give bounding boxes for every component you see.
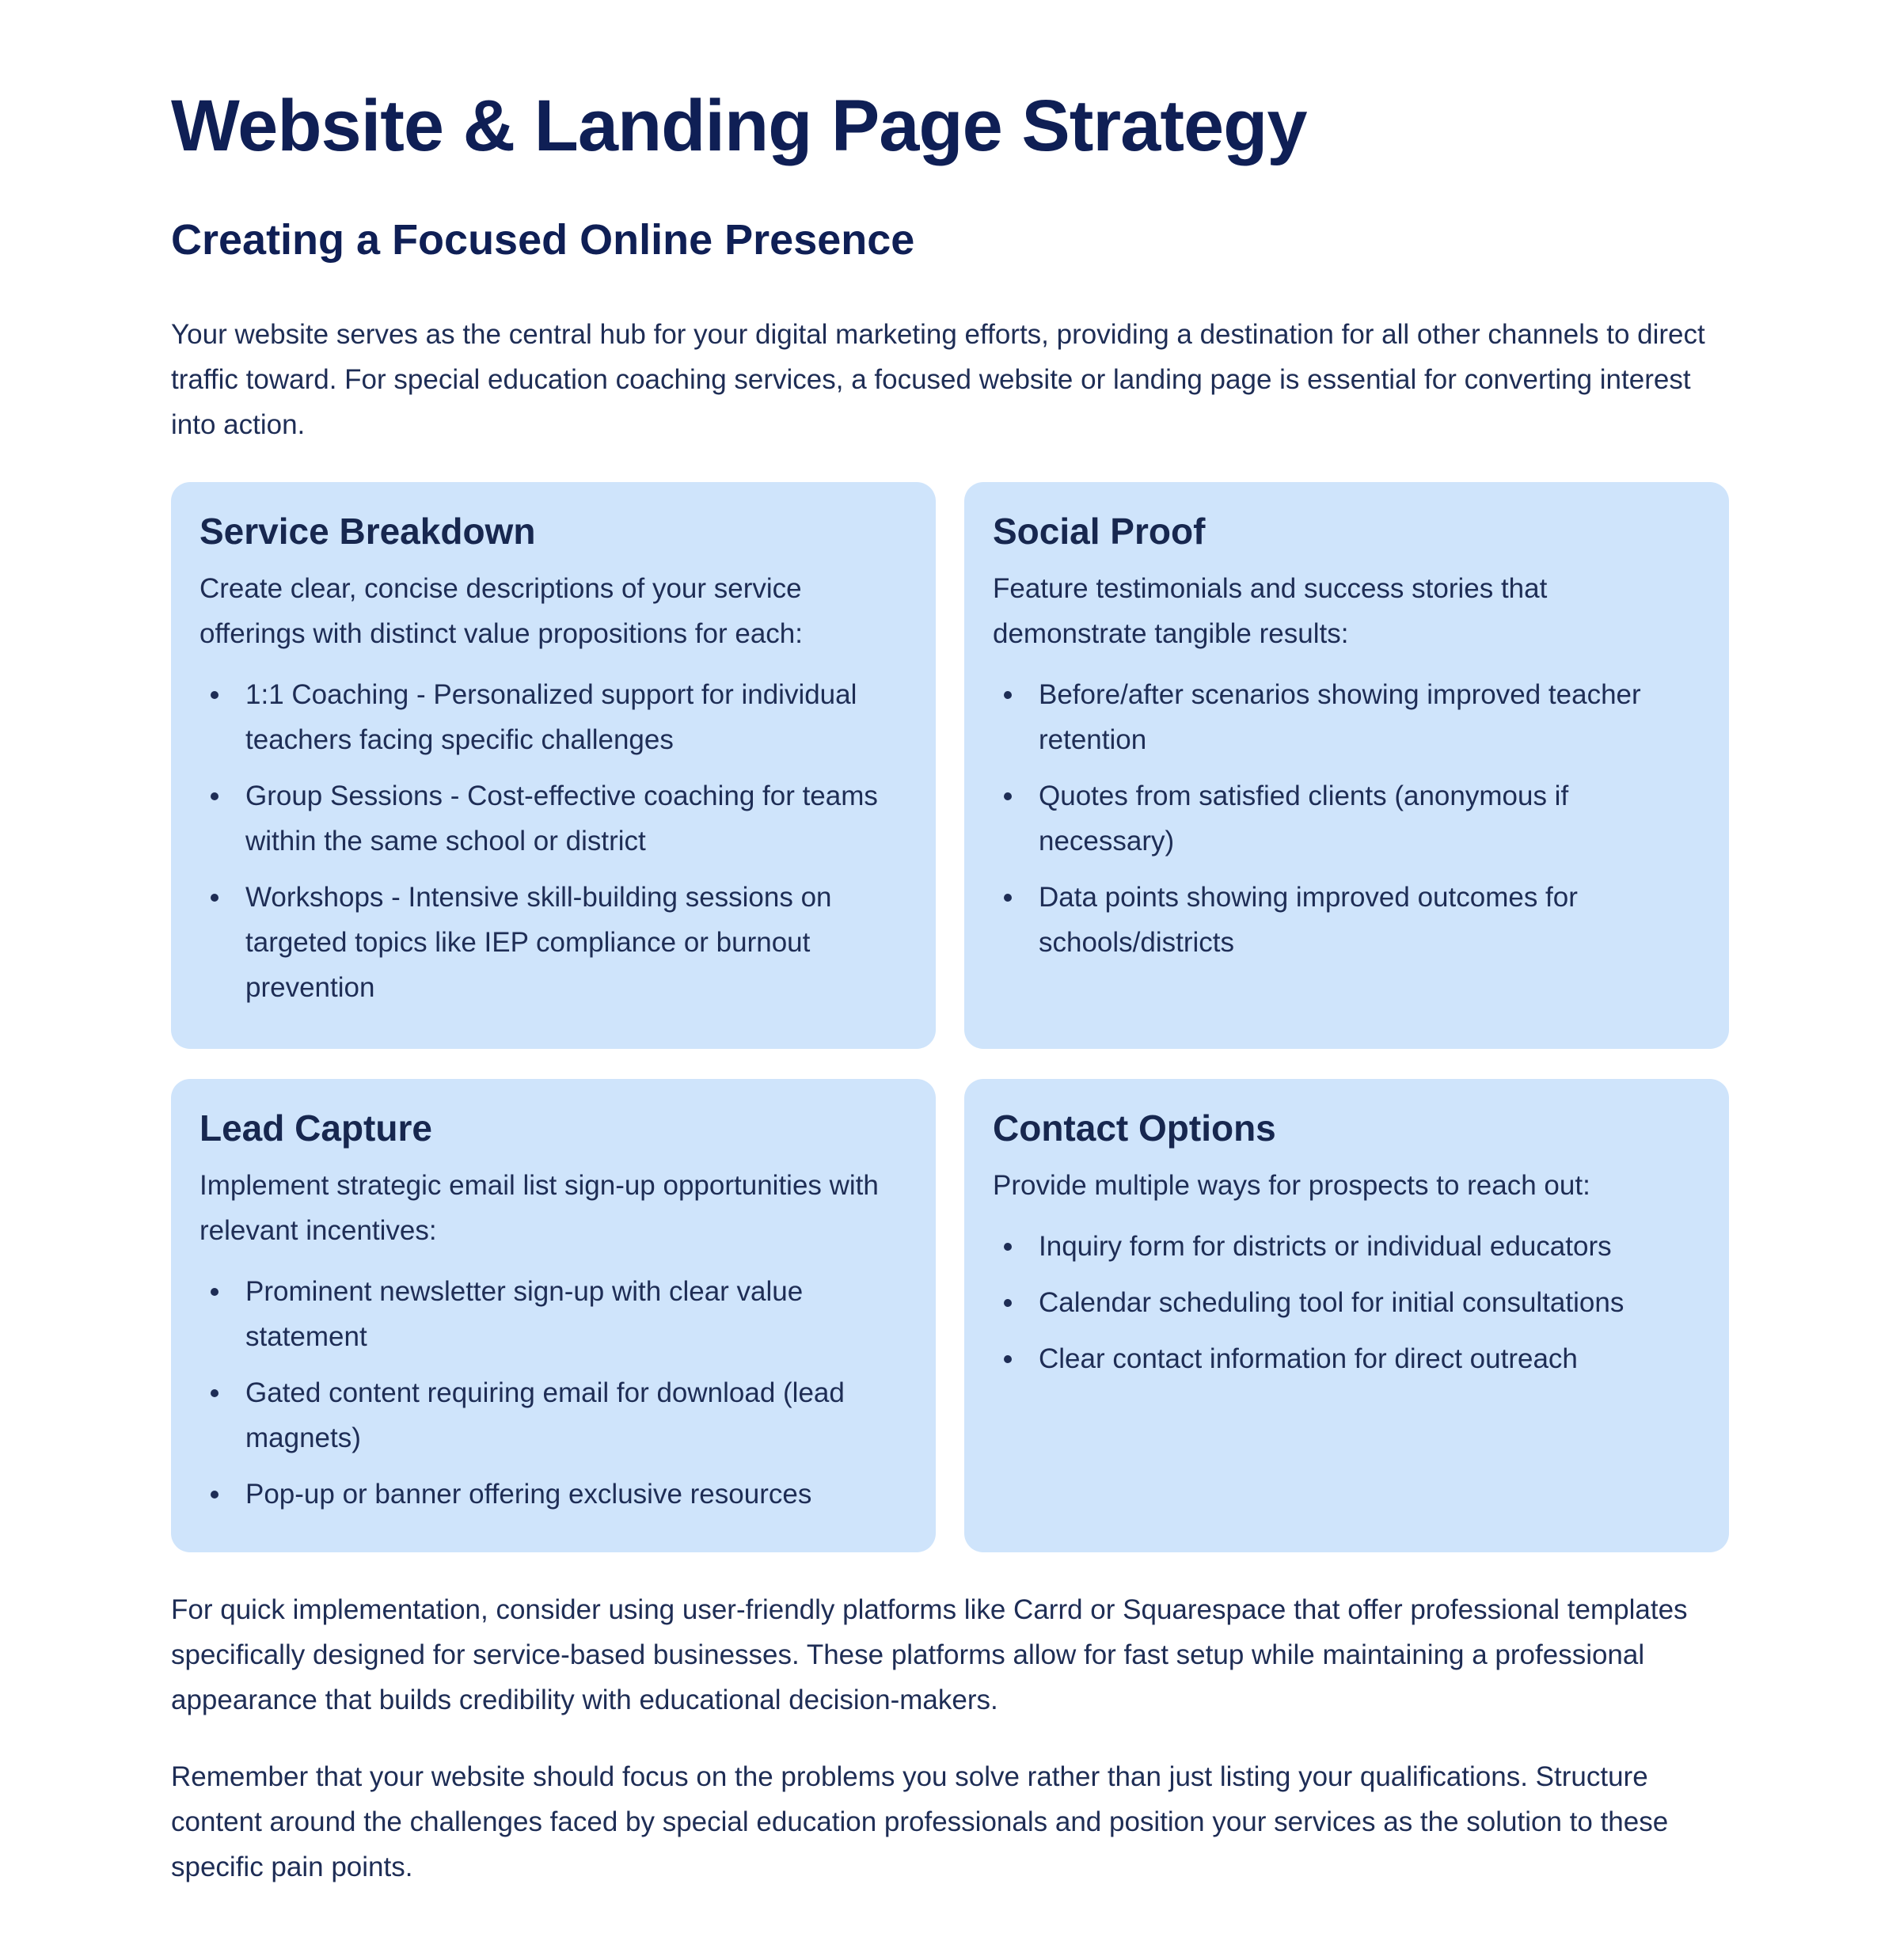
- card-lead-capture: [171, 1079, 936, 1552]
- card-description: Create clear, concise descriptions of your service offerings with distinct value propositions for each:: [200, 573, 803, 649]
- card-bullet-list: [993, 672, 1700, 965]
- list-item: [200, 1370, 907, 1461]
- card-title: Service Breakdown: [200, 511, 536, 552]
- bullet-icon: [211, 792, 218, 800]
- list-item: [200, 773, 907, 864]
- list-item-text: Group Sessions - Cost-effective coaching for teams within the same school or district: [245, 781, 878, 857]
- card-description: Provide multiple ways for prospects to reach out:: [993, 1170, 1590, 1201]
- list-item: [993, 875, 1700, 965]
- list-item-text: Calendar scheduling tool for initial consultations: [1039, 1287, 1624, 1318]
- bullet-icon: [1004, 792, 1012, 800]
- bullet-icon: [211, 1389, 218, 1397]
- card-bullet-list: [993, 1224, 1700, 1381]
- intro-paragraph: Your website serves as the central hub for your digital marketing efforts, providing a destination for all other channels to direct traffic toward. For special education coaching services, a focused website or landing page is essential for converting interest into action.: [171, 319, 1705, 440]
- bullet-icon: [211, 691, 218, 699]
- bullet-icon: [1004, 1355, 1012, 1363]
- card-service-breakdown: [171, 482, 936, 1049]
- bullet-icon: [211, 1491, 218, 1498]
- bullet-icon: [211, 894, 218, 902]
- list-item: [993, 1280, 1700, 1325]
- bullet-icon: [1004, 691, 1012, 699]
- card-title: Contact Options: [993, 1107, 1276, 1149]
- card-contact-options: [964, 1079, 1729, 1552]
- page-title: Website & Landing Page Strategy: [171, 85, 1307, 166]
- page-subtitle: Creating a Focused Online Presence: [171, 216, 915, 264]
- list-item: [200, 875, 907, 1010]
- closing-paragraph: Remember that your website should focus on the problems you solve rather than just listing your qualifications. Structure content around the challenges faced by special education professionals and position your services as the solution to these specific pain points.: [171, 1761, 1669, 1882]
- card-social-proof: [964, 482, 1729, 1049]
- card-title: Social Proof: [993, 511, 1206, 552]
- list-item-text: Gated content requiring email for download (lead magnets): [245, 1377, 845, 1453]
- strategy-card-grid: [171, 482, 1729, 1552]
- card-bullet-list: [200, 672, 907, 1010]
- list-item-text: Clear contact information for direct outreach: [1039, 1343, 1578, 1374]
- bullet-icon: [211, 1288, 218, 1296]
- list-item-text: Prominent newsletter sign-up with clear value statement: [245, 1276, 804, 1352]
- bullet-icon: [1004, 1299, 1012, 1307]
- bullet-icon: [1004, 894, 1012, 902]
- card-description: Feature testimonials and success stories that demonstrate tangible results:: [993, 573, 1548, 649]
- list-item: [200, 1269, 907, 1359]
- list-item: [993, 1336, 1700, 1381]
- list-item-text: Quotes from satisfied clients (anonymous if necessary): [1039, 781, 1569, 857]
- list-item-text: 1:1 Coaching - Personalized support for individual teachers facing specific challenges: [245, 679, 857, 755]
- list-item: [200, 1472, 907, 1517]
- card-bullet-list: [200, 1269, 907, 1517]
- list-item: [993, 1224, 1700, 1269]
- list-item-text: Before/after scenarios showing improved teacher retention: [1039, 679, 1641, 755]
- bullet-icon: [1004, 1243, 1012, 1251]
- list-item: [993, 672, 1700, 762]
- list-item-text: Data points showing improved outcomes for schools/districts: [1039, 882, 1578, 958]
- list-item: [993, 773, 1700, 864]
- card-description: Implement strategic email list sign-up opportunities with relevant incentives:: [200, 1170, 879, 1246]
- card-title: Lead Capture: [200, 1107, 432, 1149]
- implementation-paragraph: For quick implementation, consider using user-friendly platforms like Carrd or Squarespace that offer professional templates specifically designed for service-based businesses. These platforms allow for fast setup while maintaining a professional appearance that builds credibility with educational decision-makers.: [171, 1594, 1688, 1715]
- list-item: [200, 672, 907, 762]
- list-item-text: Inquiry form for districts or individual educators: [1039, 1231, 1612, 1262]
- list-item-text: Pop-up or banner offering exclusive resources: [245, 1479, 812, 1510]
- list-item-text: Workshops - Intensive skill-building sessions on targeted topics like IEP compliance or burnout prevention: [245, 882, 832, 1003]
